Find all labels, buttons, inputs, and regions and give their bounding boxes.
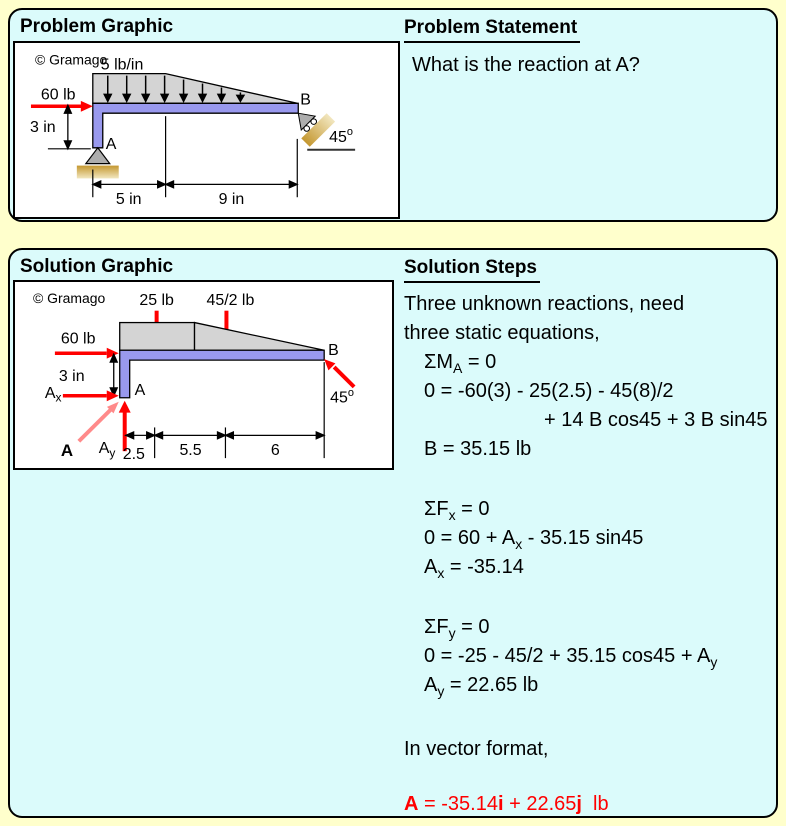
- vector-a-label: A: [60, 441, 74, 461]
- eq-text: = 0: [455, 498, 490, 520]
- solution-steps-heading: Solution Steps: [404, 257, 540, 283]
- problem-statement-text: What is the reaction at A?: [412, 54, 640, 76]
- angle-sup: o: [347, 386, 355, 399]
- load-rect-shape: [120, 323, 195, 351]
- reaction-ay-arrow: [119, 401, 131, 451]
- resultant-a-arrow: [79, 402, 119, 442]
- problem-statement-column: [404, 17, 778, 77]
- pin-support-base: [77, 166, 119, 179]
- point-a-label: A: [105, 135, 117, 153]
- answer-text: + 22.65: [503, 793, 577, 815]
- point-a-label: A: [134, 381, 146, 399]
- angle-45-label: [329, 126, 353, 146]
- watermark: © Gramago: [32, 289, 106, 306]
- dim-6-label: 6: [270, 442, 280, 460]
- angle-45-label: [330, 387, 354, 407]
- eq-sub: x: [448, 507, 456, 523]
- problem-diagram: [15, 43, 398, 217]
- eq-fx: [404, 495, 778, 524]
- load-25lb-label: 25 lb: [139, 291, 174, 309]
- solution-steps-column: [404, 257, 778, 819]
- solution-graphic-title: Solution Graphic: [20, 256, 174, 277]
- eq-text: ΣF: [424, 616, 449, 638]
- answer-vector-a: A: [404, 793, 419, 815]
- force-60lb-arrow: [55, 348, 119, 359]
- answer-j-unit: j: [576, 793, 582, 815]
- angle-value: 45: [330, 389, 348, 407]
- problem-graphic-title: Problem Graphic: [20, 16, 174, 37]
- load-intensity-label: 5 lb/in: [100, 56, 144, 74]
- eq-sub: y: [448, 625, 456, 641]
- reaction-ax-arrow: [63, 390, 119, 401]
- eq-fy-expansion: [404, 642, 778, 671]
- force-60lb-label: 60 lb: [60, 330, 96, 348]
- eq-text: 0 = 60 + A: [424, 527, 516, 549]
- answer-text: = -35.14: [418, 793, 498, 815]
- dim-5-5-label: 5.5: [179, 442, 202, 460]
- spacer: [404, 764, 778, 790]
- roller-circle: [311, 119, 317, 125]
- eq-sub: y: [710, 654, 718, 670]
- eq-fx-expansion: [404, 524, 778, 553]
- eq-sub: A: [453, 360, 463, 376]
- eq-text: A: [424, 674, 438, 696]
- beam-shape: [93, 103, 298, 147]
- eq-fx-result: [404, 553, 778, 582]
- force-60lb-label: 60 lb: [40, 86, 76, 104]
- eq-text: A: [424, 556, 438, 578]
- spacer: [404, 582, 778, 613]
- vector-format-intro: In vector format,: [404, 738, 549, 760]
- beam-shape: [120, 350, 324, 397]
- watermark: © Gramago: [34, 51, 108, 68]
- eq-text: = -35.14: [444, 556, 524, 578]
- eq-moment-expansion2: + 14 B cos45 + 3 B sin45: [544, 409, 768, 431]
- steps-intro-line2: three static equations,: [404, 322, 600, 344]
- dim-3in-label: 3 in: [29, 119, 56, 136]
- spacer: [404, 464, 778, 495]
- final-answer: [404, 790, 778, 819]
- point-b-label: B: [328, 342, 339, 360]
- dim-3in-arrow: [110, 354, 117, 396]
- eq-text: - 35.15 sin45: [522, 527, 644, 549]
- roller-circle: [304, 126, 310, 132]
- problem-diagram-box: [13, 41, 400, 219]
- angle-value: 45: [329, 128, 347, 146]
- dim-2-5-label: 2.5: [122, 446, 145, 464]
- solution-diagram: [15, 282, 392, 468]
- eq-text: 0 = -25 - 45/2 + 35.15 cos45 + A: [424, 645, 711, 667]
- eq-moment: [404, 348, 778, 377]
- ax-sub: x: [55, 390, 62, 405]
- eq-moment-expansion: 0 = -60(3) - 25(2.5) - 45(8)/2: [424, 380, 674, 402]
- reaction-b-arrow: [324, 359, 354, 387]
- dimension-lines: [93, 116, 297, 197]
- spacer: [404, 700, 778, 735]
- eq-text: = 0: [462, 351, 497, 373]
- eq-text: ΣM: [424, 351, 454, 373]
- dimension-lines: [126, 362, 324, 458]
- reaction-ay-label: [99, 440, 116, 460]
- problem-statement-heading: Problem Statement: [404, 17, 580, 43]
- eq-fy-result: [404, 671, 778, 700]
- eq-text: ΣF: [424, 498, 449, 520]
- load-45-2lb-label: 45/2 lb: [206, 291, 255, 309]
- solution-panel: [8, 248, 778, 818]
- ay-base: A: [98, 440, 110, 458]
- eq-sub: x: [437, 565, 445, 581]
- eq-moment-result: B = 35.15 lb: [424, 438, 532, 460]
- distributed-load-shape: [93, 74, 297, 104]
- ax-base: A: [44, 384, 56, 402]
- answer-units: lb: [581, 793, 609, 815]
- eq-text: = 22.65 lb: [444, 674, 539, 696]
- solution-diagram-box: [13, 280, 394, 470]
- ay-sub: y: [109, 446, 116, 461]
- load-triangle-shape: [195, 323, 325, 351]
- point-b-label: B: [300, 91, 311, 109]
- eq-text: = 0: [455, 616, 490, 638]
- reaction-ax-label: [45, 385, 62, 405]
- dim-9in-label: 9 in: [218, 191, 245, 209]
- dim-3in-label: 3 in: [58, 367, 85, 385]
- eq-sub: x: [515, 536, 523, 552]
- dim-5in-label: 5 in: [115, 191, 142, 209]
- steps-intro-line1: Three unknown reactions, need: [404, 293, 685, 315]
- answer-i-unit: i: [497, 793, 504, 815]
- eq-sub: y: [437, 683, 445, 699]
- problem-panel: [8, 8, 778, 222]
- solution-steps-body: [404, 290, 778, 819]
- eq-fy: [404, 613, 778, 642]
- angle-sup: o: [346, 125, 354, 138]
